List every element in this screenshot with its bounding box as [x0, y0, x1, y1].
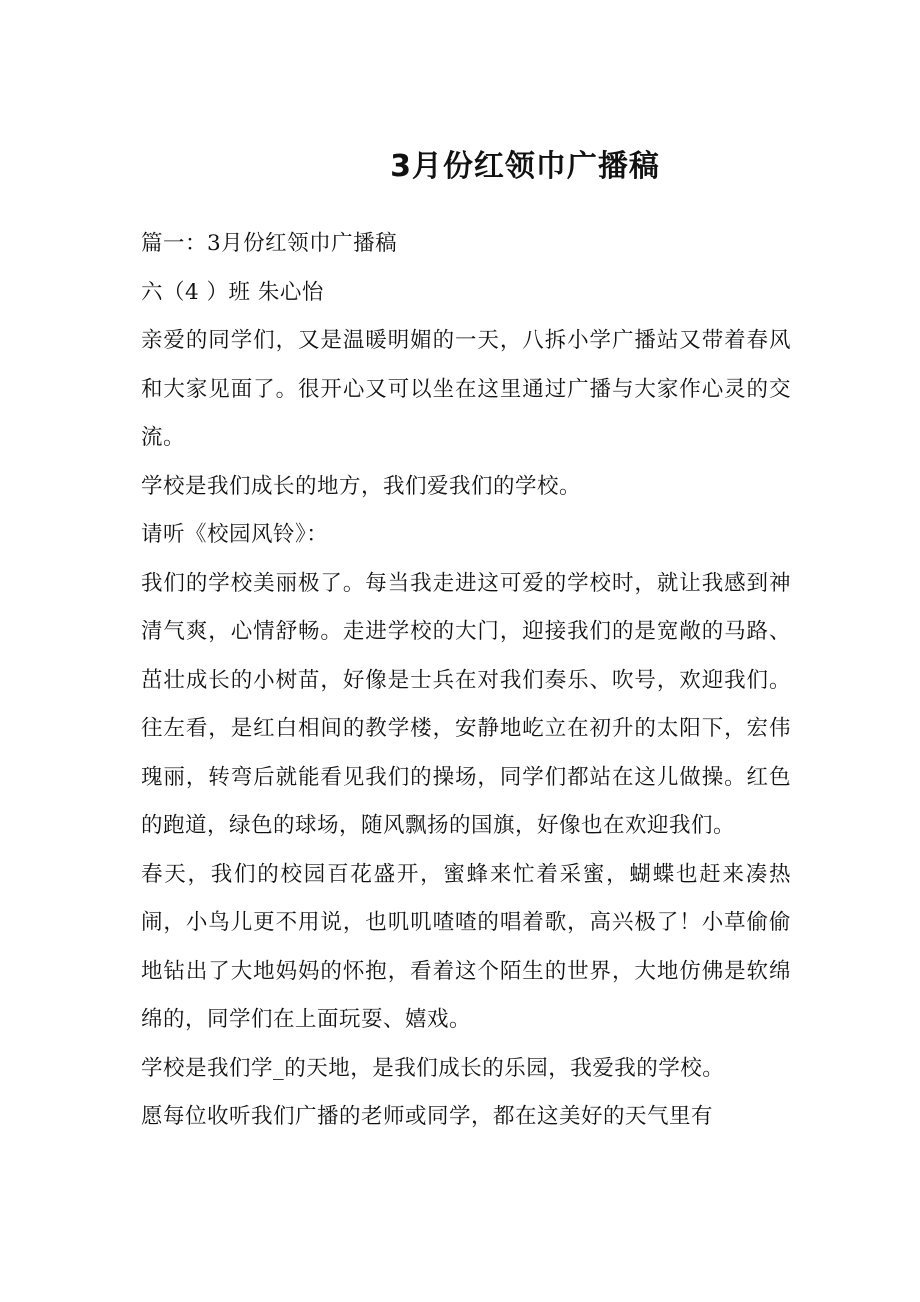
paragraph: 请听《校园风铃》： [141, 522, 329, 547]
paragraph: 愿每位收听我们广播的老师或同学，都在这美好的天气里有 [141, 1104, 714, 1129]
document-body [141, 220, 791, 1142]
paragraph: 学校是我们成长的地方，我们爱我们的学校。 [141, 473, 582, 499]
author-line: 六（4 ）班 朱心怡 [141, 279, 324, 305]
section-heading: 篇一：3月份红领巾广播稿 [141, 231, 398, 256]
paragraph: 学校是我们学_的天地，是我们成长的乐园，我爱我的学校。 [141, 1055, 725, 1081]
document-title: 3月份红领巾广播稿 [390, 149, 660, 184]
paragraph: 亲爱的同学们，又是温暖明媚的一天，八拆小学广播站又带着春风和大家见面了。很开心又可以坐在这里通过广播与大家作心灵的交流。 [141, 328, 791, 450]
paragraph: 我们的学校美丽极了。每当我走进这可爱的学校时，就让我感到神清气爽，心情舒畅。走进学校的大门，迎接我们的是宽敞的马路、茁壮成长的小树苗，好像是士兵在对我们奏乐、吹号，欢迎我们。往左看，是红白相间的教学楼，安静地屹立在初升的太阳下，宏伟瑰丽，转弯后就能看见我们的操场，同学们都站在这儿做操。红色的跑道，绿色的球场，随风飘扬的国旗，好像也在欢迎我们。 [141, 570, 791, 838]
paragraph: 春天，我们的校园百花盛开，蜜蜂来忙着采蜜，蝴蝶也赶来凑热闹，小鸟儿更不用说，也叽叽喳喳的唱着歌，高兴极了！小草偷偷地钻出了大地妈妈的怀抱，看着这个陌生的世界，大地仿佛是软绵绵的，同学们在上面玩耍、嬉戏。 [141, 861, 791, 1032]
